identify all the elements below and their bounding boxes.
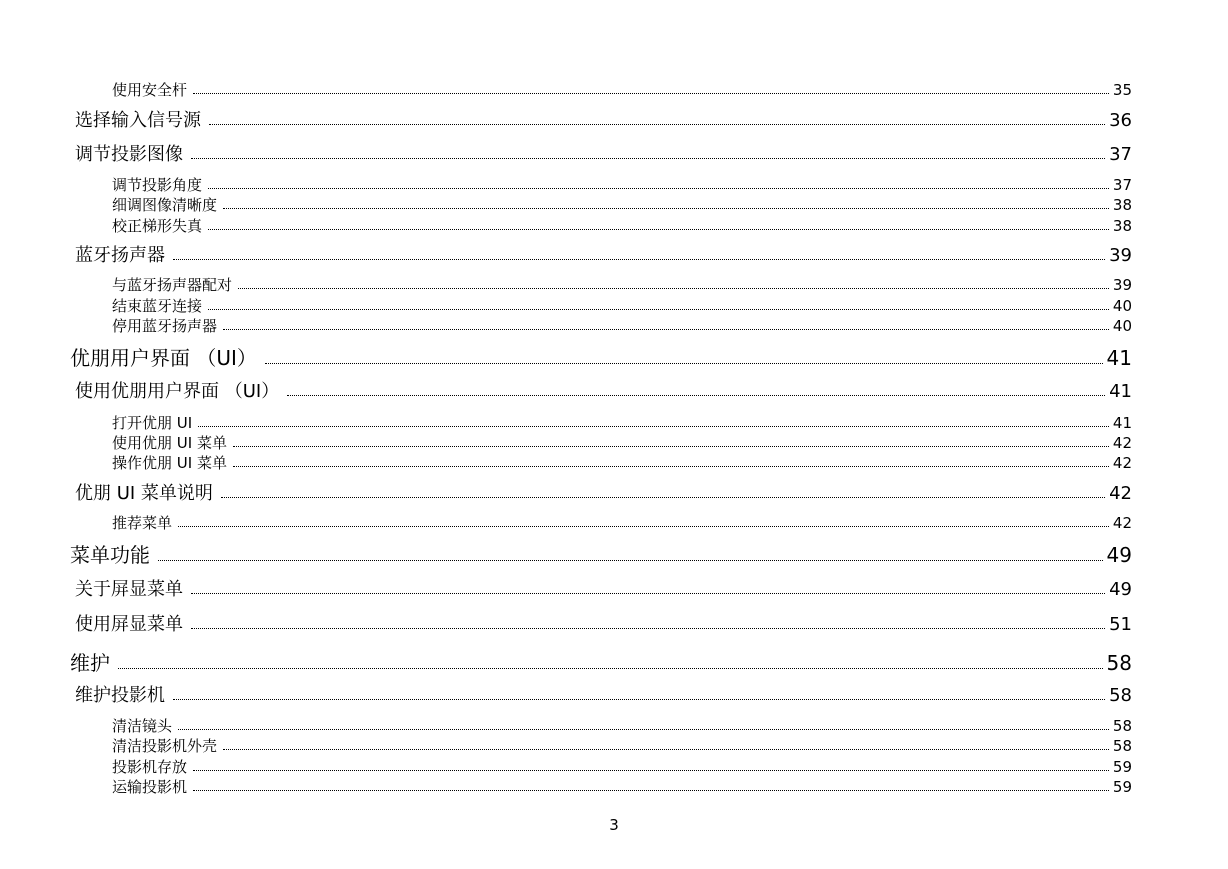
toc-entry-title: 操作优朋 UI 菜单: [112, 454, 227, 472]
dot-leader: [209, 124, 1105, 125]
toc-entry[interactable]: [75, 578, 1132, 602]
toc-entry-title: 结束蓝牙连接: [112, 297, 203, 315]
toc-entry[interactable]: [75, 380, 1132, 404]
dot-leader: [208, 309, 1109, 310]
toc-entry[interactable]: [75, 482, 1132, 506]
dot-leader: [287, 395, 1105, 396]
toc-entry[interactable]: [112, 453, 1132, 473]
toc-entry[interactable]: [112, 80, 1132, 100]
toc-entry-title: 调节投影图像: [75, 144, 183, 165]
toc-entry-title: 维护: [70, 651, 110, 675]
toc-entry-title: 使用屏显菜单: [75, 614, 183, 635]
toc-entry-page: 42: [1112, 514, 1132, 532]
toc-entry-title: 优朋用户界面 （UI）: [70, 346, 257, 370]
toc-entry-title: 打开优朋 UI: [112, 414, 193, 432]
toc-entry-page: 51: [1109, 614, 1132, 635]
dot-leader: [223, 329, 1109, 330]
toc-entry-page: 58: [1106, 651, 1132, 675]
toc-entry-page: 42: [1112, 434, 1132, 452]
dot-leader: [233, 466, 1109, 467]
dot-leader: [198, 426, 1109, 427]
toc-entry[interactable]: [112, 777, 1132, 797]
toc-entry-title: 使用优朋 UI 菜单: [112, 434, 227, 452]
toc-entry-page: 38: [1112, 196, 1132, 214]
toc-entry-page: 41: [1112, 414, 1132, 432]
dot-leader: [118, 668, 1103, 669]
toc-entry-page: 42: [1112, 454, 1132, 472]
toc-entry[interactable]: [112, 757, 1132, 777]
toc-entry-page: 58: [1109, 685, 1132, 706]
toc-entry[interactable]: [112, 195, 1132, 215]
toc-entry-page: 38: [1112, 217, 1132, 235]
dot-leader: [238, 288, 1109, 289]
toc-entry-page: 58: [1112, 737, 1132, 755]
toc-entry-title: 推荐菜单: [112, 514, 173, 532]
dot-leader: [173, 259, 1105, 260]
toc-entry-page: 49: [1109, 579, 1132, 600]
dot-leader: [208, 188, 1109, 189]
toc-entry[interactable]: [112, 316, 1132, 336]
toc-entry-page: 41: [1106, 346, 1132, 370]
toc-entry[interactable]: [70, 542, 1132, 568]
toc-entry-title: 使用优朋用户界面 （UI）: [75, 381, 280, 402]
toc-entry-page: 58: [1112, 717, 1132, 735]
dot-leader: [193, 770, 1109, 771]
toc-entry[interactable]: [112, 413, 1132, 433]
page-number: 3: [609, 816, 619, 834]
toc-entry[interactable]: [70, 345, 1132, 371]
dot-leader: [178, 526, 1109, 527]
dot-leader: [265, 363, 1103, 364]
toc-entry-page: 36: [1109, 110, 1132, 131]
toc-entry[interactable]: [75, 109, 1132, 133]
toc-entry-title: 使用安全杆: [112, 81, 188, 99]
toc-entry[interactable]: [112, 513, 1132, 533]
dot-leader: [191, 628, 1105, 629]
toc-entry-page: 40: [1112, 297, 1132, 315]
dot-leader: [191, 158, 1105, 159]
dot-leader: [208, 229, 1109, 230]
toc-entry[interactable]: [70, 650, 1132, 676]
toc-entry-title: 运输投影机: [112, 778, 188, 796]
toc-entry-title: 停用蓝牙扬声器: [112, 317, 218, 335]
toc-entry-page: 37: [1112, 176, 1132, 194]
toc-entry[interactable]: [75, 684, 1132, 708]
toc-entry-title: 蓝牙扬声器: [75, 245, 165, 266]
toc-entry-title: 校正梯形失真: [112, 217, 203, 235]
dot-leader: [221, 497, 1105, 498]
toc-entry-page: 37: [1109, 144, 1132, 165]
toc-entry-title: 维护投影机: [75, 685, 165, 706]
dot-leader: [193, 93, 1109, 94]
toc-entry-page: 39: [1112, 276, 1132, 294]
toc-entry[interactable]: [112, 716, 1132, 736]
dot-leader: [223, 208, 1109, 209]
toc-entry-title: 细调图像清晰度: [112, 196, 218, 214]
toc-entry[interactable]: [112, 736, 1132, 756]
toc-entry[interactable]: [75, 244, 1132, 268]
dot-leader: [173, 699, 1105, 700]
toc-entry-title: 与蓝牙扬声器配对: [112, 276, 233, 294]
toc-entry[interactable]: [75, 143, 1132, 167]
toc-entry-title: 清洁投影机外壳: [112, 737, 218, 755]
dot-leader: [193, 790, 1109, 791]
toc-entry-page: 59: [1112, 778, 1132, 796]
dot-leader: [191, 593, 1105, 594]
toc-entry[interactable]: [112, 275, 1132, 295]
dot-leader: [158, 560, 1103, 561]
toc-entry-page: 42: [1109, 483, 1132, 504]
toc-entry-title: 清洁镜头: [112, 717, 173, 735]
toc-entry[interactable]: [112, 175, 1132, 195]
toc-entry-title: 关于屏显菜单: [75, 579, 183, 600]
toc-entry[interactable]: [112, 216, 1132, 236]
toc-entry-page: 39: [1109, 245, 1132, 266]
dot-leader: [223, 749, 1109, 750]
toc-entry-page: 59: [1112, 758, 1132, 776]
toc-entry-page: 35: [1112, 81, 1132, 99]
toc-entry-page: 41: [1109, 381, 1132, 402]
toc-entry-title: 优朋 UI 菜单说明: [75, 483, 213, 504]
toc-entry-page: 40: [1112, 317, 1132, 335]
toc-entry-title: 调节投影角度: [112, 176, 203, 194]
toc-entry-title: 投影机存放: [112, 758, 188, 776]
toc-entry-title: 选择输入信号源: [75, 110, 201, 131]
toc-entry-title: 菜单功能: [70, 543, 150, 567]
dot-leader: [178, 729, 1109, 730]
toc-entry[interactable]: [112, 296, 1132, 316]
toc-entry[interactable]: [112, 433, 1132, 453]
toc-entry[interactable]: [75, 613, 1132, 637]
dot-leader: [233, 446, 1109, 447]
toc-entry-page: 49: [1106, 543, 1132, 567]
